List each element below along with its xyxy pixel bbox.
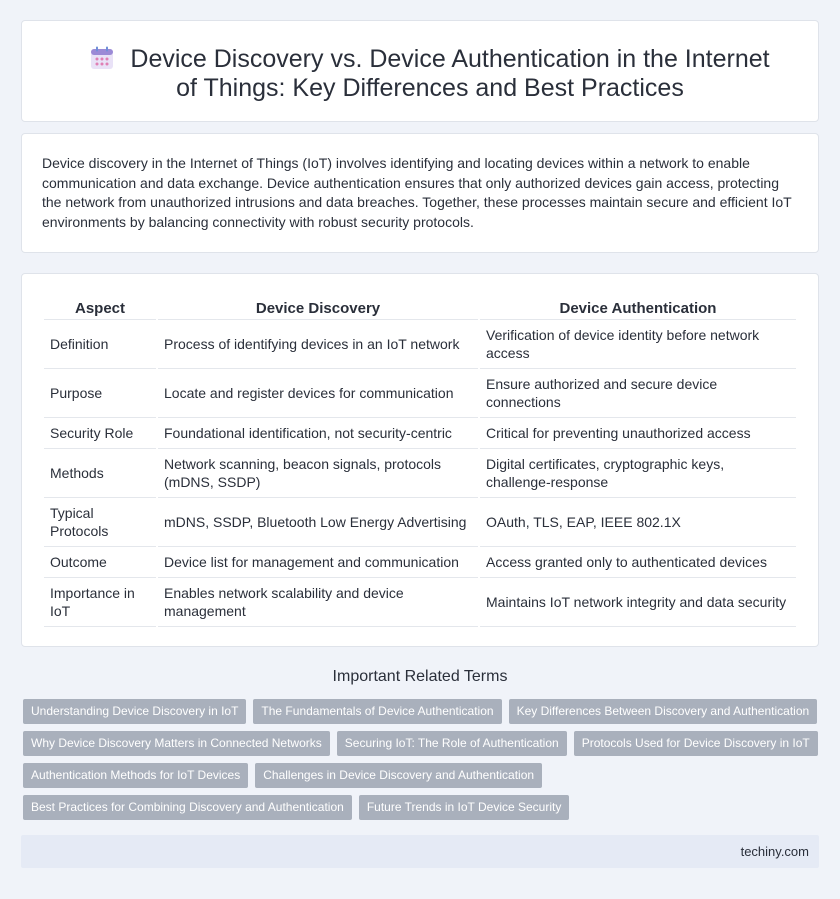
row-aspect: Security Role xyxy=(44,418,156,449)
row-discovery: Process of identifying devices in an IoT network xyxy=(158,320,478,369)
row-authentication: Critical for preventing unauthorized access xyxy=(480,418,796,449)
row-discovery: Enables network scalability and device management xyxy=(158,578,478,627)
row-authentication: Maintains IoT network integrity and data security xyxy=(480,578,796,627)
page-title-text: Device Discovery vs. Device Authentication in the Internet of Things: Key Differences and Best Practices xyxy=(130,45,770,102)
comparison-table-card xyxy=(21,273,819,647)
related-term-tag[interactable]: Understanding Device Discovery in IoT xyxy=(23,699,246,724)
row-authentication: Access granted only to authenticated devices xyxy=(480,547,796,578)
row-aspect: Importance in IoT xyxy=(44,578,156,627)
table-row xyxy=(44,320,796,369)
row-aspect: Definition xyxy=(44,320,156,369)
footer xyxy=(21,835,819,868)
row-discovery: Network scanning, beacon signals, protocols (mDNS, SSDP) xyxy=(158,449,478,498)
related-terms-list xyxy=(23,699,823,827)
row-authentication: Digital certificates, cryptographic keys, challenge-response xyxy=(480,449,796,498)
row-authentication: Verification of device identity before network access xyxy=(480,320,796,369)
row-aspect: Methods xyxy=(44,449,156,498)
related-term-tag[interactable]: The Fundamentals of Device Authentication xyxy=(253,699,501,724)
table-row xyxy=(44,449,796,498)
tag-row xyxy=(23,731,823,756)
calendar-icon xyxy=(90,46,114,70)
footer-site-link[interactable]: techiny.com xyxy=(740,844,809,859)
related-terms-heading: Important Related Terms xyxy=(332,668,508,685)
related-term-tag[interactable]: Best Practices for Combining Discovery and Authentication xyxy=(23,795,352,820)
related-term-tag[interactable]: Why Device Discovery Matters in Connected Networks xyxy=(23,731,330,756)
intro-card xyxy=(21,133,819,253)
tag-row xyxy=(23,795,823,820)
row-aspect: Purpose xyxy=(44,369,156,418)
row-authentication: Ensure authorized and secure device connections xyxy=(480,369,796,418)
related-term-tag[interactable]: Challenges in Device Discovery and Authentication xyxy=(255,763,542,788)
row-aspect: Outcome xyxy=(44,547,156,578)
related-term-tag[interactable]: Authentication Methods for IoT Devices xyxy=(23,763,248,788)
related-term-tag[interactable]: Securing IoT: The Role of Authentication xyxy=(337,731,567,756)
header-device-authentication: Device Authentication xyxy=(480,294,796,320)
title-card xyxy=(21,20,819,122)
related-term-tag[interactable]: Protocols Used for Device Discovery in IoT xyxy=(574,731,818,756)
row-discovery: mDNS, SSDP, Bluetooth Low Energy Advertising xyxy=(158,498,478,547)
related-term-tag[interactable]: Key Differences Between Discovery and Authentication xyxy=(509,699,818,724)
table-row xyxy=(44,547,796,578)
table-header-row xyxy=(44,294,796,320)
row-discovery: Locate and register devices for communication xyxy=(158,369,478,418)
row-authentication: OAuth, TLS, EAP, IEEE 802.1X xyxy=(480,498,796,547)
tag-row xyxy=(23,699,823,724)
header-device-discovery: Device Discovery xyxy=(158,294,478,320)
row-aspect: Typical Protocols xyxy=(44,498,156,547)
table-row xyxy=(44,369,796,418)
row-discovery: Device list for management and communication xyxy=(158,547,478,578)
header-aspect: Aspect xyxy=(44,294,156,320)
intro-paragraph: Device discovery in the Internet of Things (IoT) involves identifying and locating devices within a network to enable communication and data exchange. Device authentication ensures that only authorized devices gain access, protecting the network from unauthorized intrusions and data breaches. Together, these processes maintain secure and efficient IoT environments by balancing connectivity with robust security protocols. xyxy=(42,155,792,230)
row-discovery: Foundational identification, not security-centric xyxy=(158,418,478,449)
table-row xyxy=(44,418,796,449)
table-row xyxy=(44,498,796,547)
tag-row xyxy=(23,763,823,788)
page-title xyxy=(82,45,778,103)
table-row xyxy=(44,578,796,627)
comparison-table xyxy=(42,294,798,627)
related-term-tag[interactable]: Future Trends in IoT Device Security xyxy=(359,795,570,820)
